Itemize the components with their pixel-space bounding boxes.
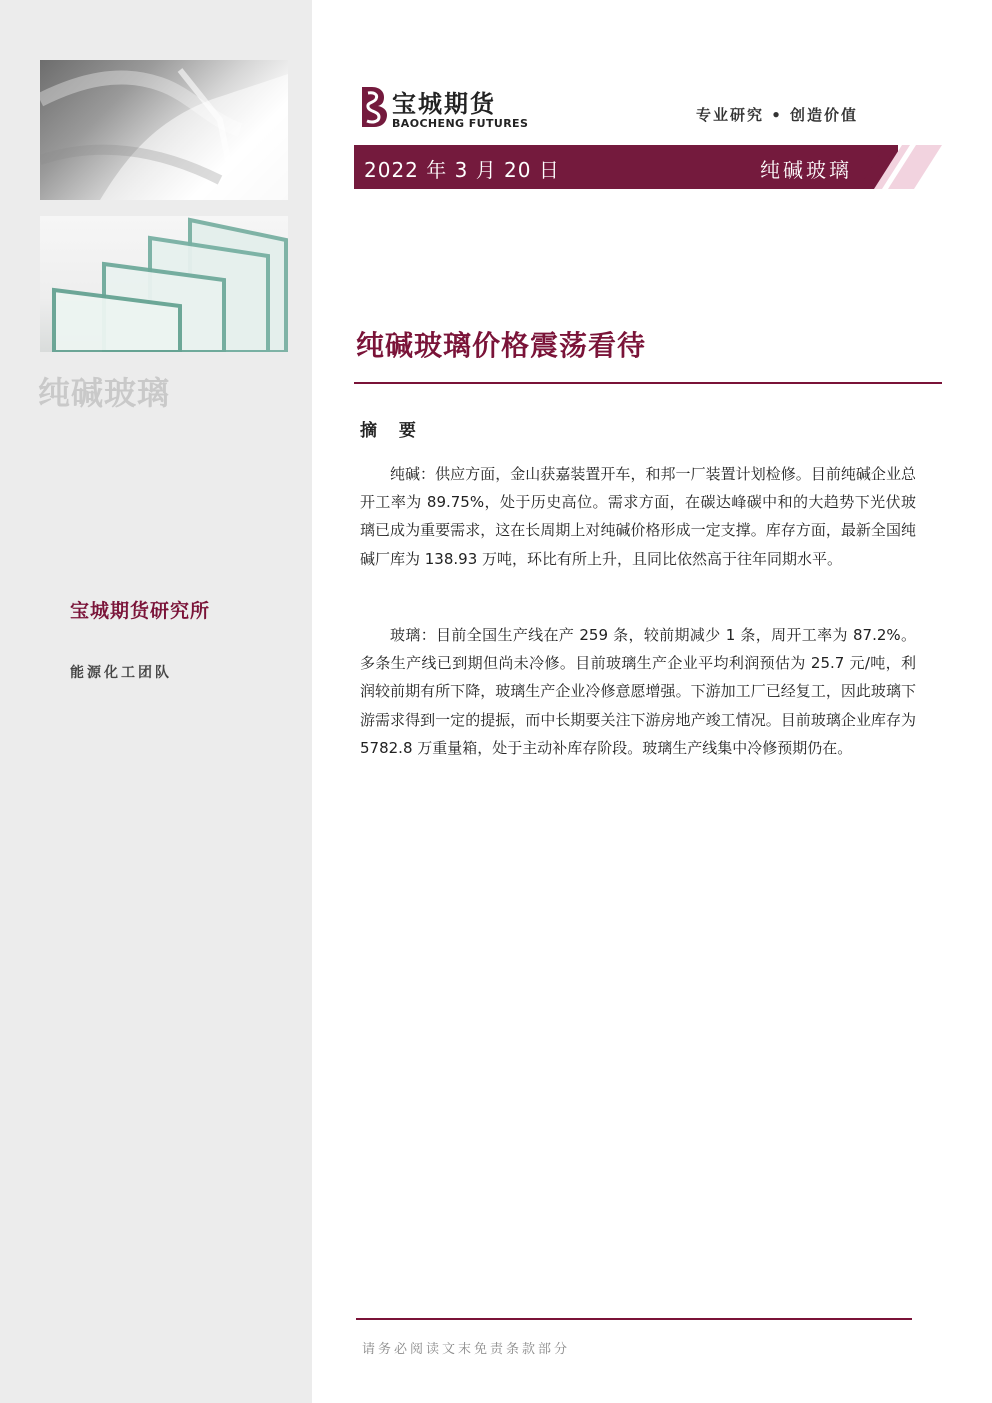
brand-name-cn: 宝城期货 [392, 89, 496, 118]
sidebar-team: 能源化工团队 [70, 665, 172, 681]
logo-mark-icon [356, 84, 390, 130]
cover-photo-fabric [40, 60, 288, 200]
report-date: 2022 年 3 月 20 日 [364, 158, 560, 182]
abstract-heading: 摘 要 [360, 421, 424, 441]
brand-slogan: 专业研究 • 创造价值 [696, 106, 859, 124]
title-divider [354, 382, 942, 384]
sidebar [0, 0, 312, 1403]
abstract-paragraph-soda-ash: 纯碱：供应方面，金山获嘉装置开车，和邦一厂装置计划检修。目前纯碱企业总开工率为 89.75%，处于历史高位。需求方面，在碳达峰碳中和的大趋势下光伏玻璃已成为重要需求，这在长周期上对纯碱价格形成一定支撑。库存方面，最新全国纯碱厂库为 138.93 万吨，环比有所上升，且同比依然高于往年同期水平。 [360, 465, 916, 568]
footer-disclaimer: 请务必阅读文末免责条款部分 [362, 1342, 571, 1357]
brand-logo [356, 84, 556, 130]
abstract-paragraph-glass: 玻璃：目前全国生产线在产 259 条，较前期减少 1 条，周开工率为 87.2%。多条生产线已到期但尚未冷修。目前玻璃生产企业平均利润预估为 25.7 元/吨，利润较前期有所下降，玻璃生产企业冷修意愿增强。下游加工厂已经复工，因此玻璃下游需求得到一定的提振，而中长期要关注下游房地产竣工情况。目前玻璃企业库存为 5782.8 万重量箱，处于主动补库存阶段。玻璃生产线集中冷修预期仍在。 [360, 626, 916, 757]
report-title: 纯碱玻璃价格震荡看待 [356, 329, 647, 362]
header-category: 纯碱玻璃 [760, 158, 852, 182]
footer-divider [356, 1318, 912, 1320]
brand-name-en: BAOCHENG FUTURES [392, 117, 529, 130]
sidebar-institute: 宝城期货研究所 [70, 600, 211, 622]
cover-photo-glass [40, 216, 288, 352]
sidebar-category: 纯碱玻璃 [38, 374, 171, 412]
band-stripes-icon [858, 145, 942, 189]
